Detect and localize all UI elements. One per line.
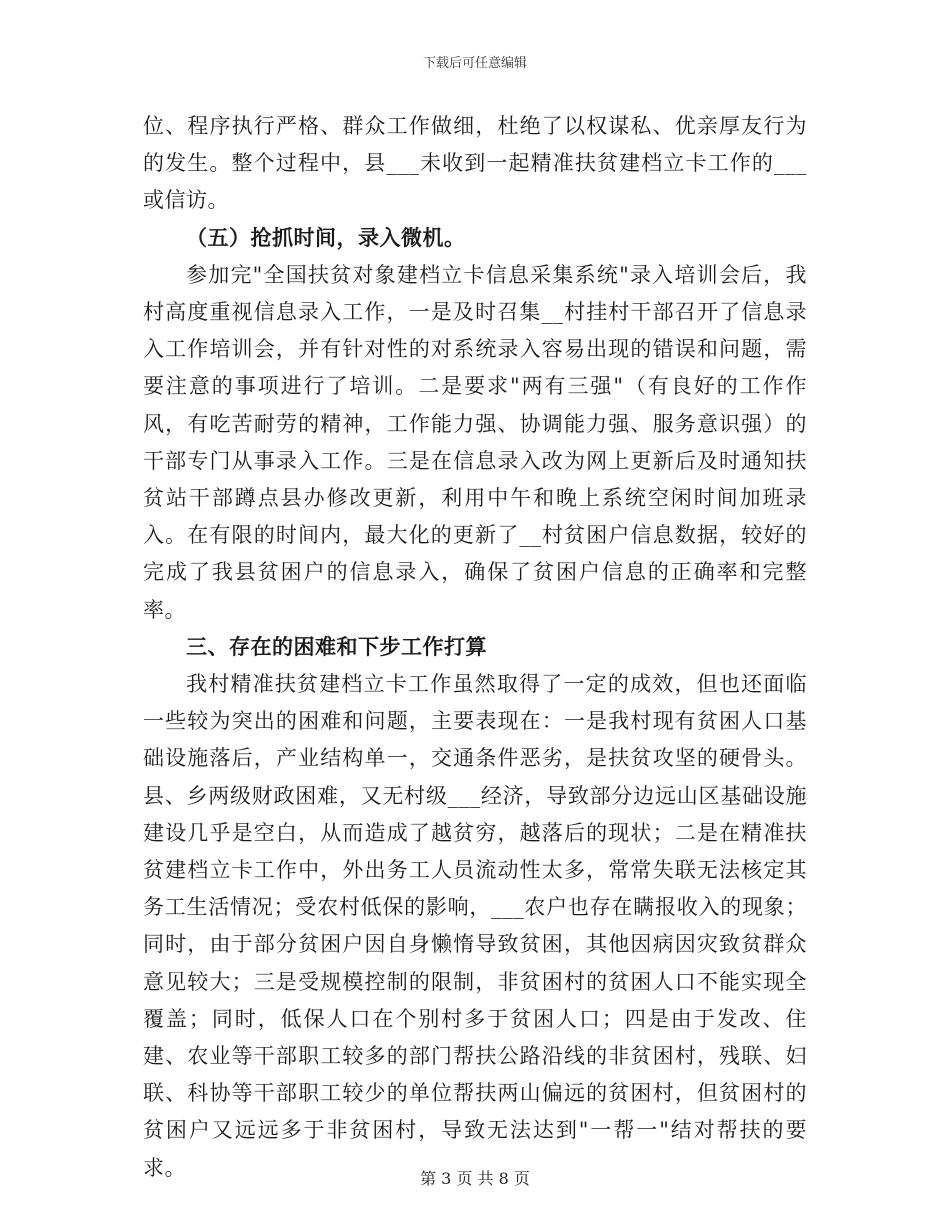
document-body: [143, 108, 807, 1187]
section-heading-three: 三、存在的困难和下步工作打算: [186, 634, 487, 659]
paragraph-data-entry: 参加完"全国扶贫对象建档立卡信息采集系统"录入培训会后，我村高度重视信息录入工作，一是及时召集__村挂村干部召开了信息录入工作培训会，并有针对性的对系统录入容易出现的错误和问题，需要注意的事项进行了培训。二是要求"两有三强"（有良好的工作作风，有吃苦耐劳的精神，工作能力强、协调能力强、服务意识强）的干部专门从事录入工作。三是在信息录入改为网上更新后及时通知扶贫站干部蹲点县办修改更新，利用中午和晚上系统空闲时间加班录入。在有限的时间内，最大化的更新了__村贫困户信息数据，较好的完成了我县贫困户的信息录入，确保了贫困户信息的正确率和完整率。: [143, 262, 807, 622]
paragraph-difficulties: 我村精准扶贫建档立卡工作虽然取得了一定的成效，但也还面临一些较为突出的困难和问题，主要表现在：一是我村现有贫困人口基础设施落后，产业结构单一，交通条件恶劣，是扶贫攻坚的硬骨头。县、乡两级财政困难，又无村级___经济，导致部分边远山区基础设施建设几乎是空白，从而造成了越贫穷，越落后的现状；二是在精准扶贫建档立卡工作中，外出务工人员流动性太多，常常失联无法核定其务工生活情况；受农村低保的影响，___农户也存在瞒报收入的现象；同时，由于部分贫困户因自身懒惰导致贫困，其他因病因灾致贫群众意见较大；三是受规模控制的限制，非贫困村的贫困人口不能实现全覆盖；同时，低保人口在个别村多于贫困人口；四是由于发改、住建、农业等干部职工较多的部门帮扶公路沿线的非贫困村，残联、妇联、科协等干部职工较少的单位帮扶两山偏远的贫困村，但贫困村的贫困户又远远多于非贫困村，导致无法达到"一帮一"结对帮扶的要求。: [143, 672, 807, 1180]
page-number: 第 3 页 共 8 页: [420, 1169, 530, 1188]
paragraph-continuation: 位、程序执行严格、群众工作做细，杜绝了以权谋私、优亲厚友行为的发生。整个过程中，县___未收到一起精准扶贫建档立卡工作的___或信访。: [143, 114, 807, 213]
header-note: 下载后可任意编辑: [422, 56, 527, 71]
section-heading-five: （五）抢抓时间，录入微机。: [186, 225, 466, 250]
